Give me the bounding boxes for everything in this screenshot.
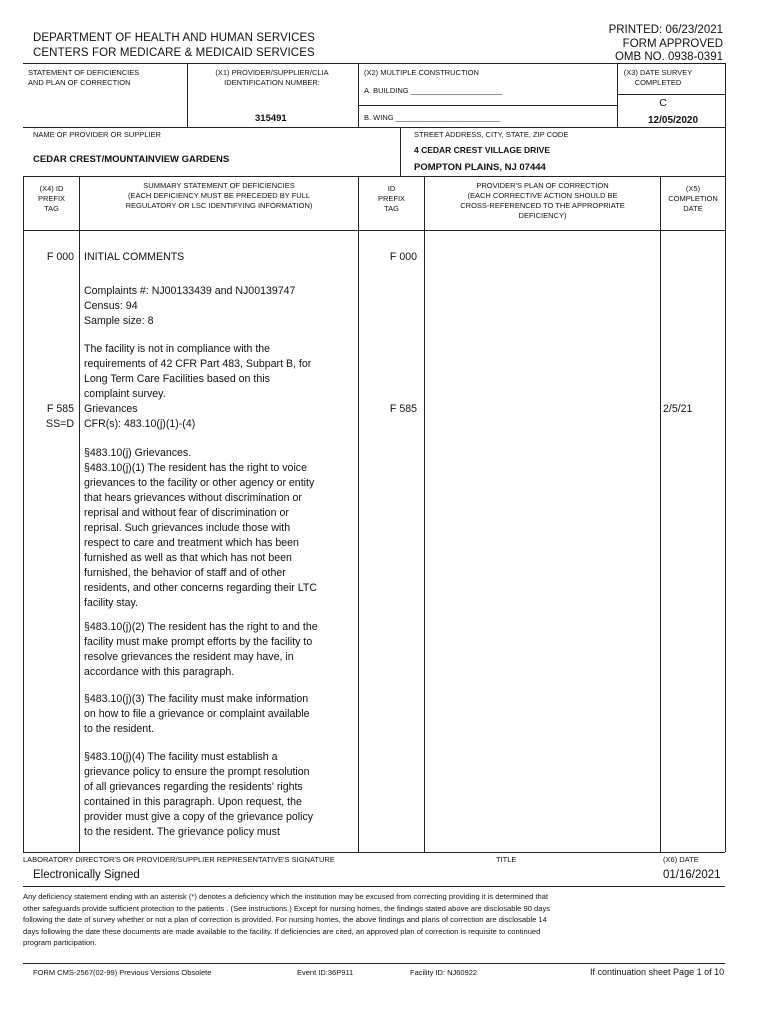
summary-header bbox=[80, 181, 358, 211]
f000-prefix: F 000 bbox=[46, 251, 74, 263]
column-divider bbox=[79, 176, 80, 852]
id-header-line1: ID bbox=[387, 184, 396, 193]
x5-header-line3: DATE bbox=[683, 204, 703, 213]
x2-wing: B. WING _________________________ bbox=[364, 113, 500, 122]
signature-date: 01/16/2021 bbox=[663, 869, 721, 881]
disclosure-note: Any deficiency statement ending with an asterisk (*) denotes a deficiency which the institution may be excused from correcting providing it is determined that other safeguards provide sufficient protection to the patients . (See instructions.) Except for nursing homes, the findings stated above are disclosable 90 days following the date of survey whether or not a plan of correction is provided. For nursing homes, the above findings and plans of correction are disclosable 14 days following the date these documents are made available to the facility. If deficiencies are cited, an approved plan of correction is requisite to continued program participation. bbox=[23, 892, 551, 947]
x1-label-line1: (X1) PROVIDER/SUPPLIER/CLIA bbox=[215, 68, 329, 77]
divider bbox=[617, 94, 725, 95]
provider-id-number: 315491 bbox=[255, 113, 287, 124]
statement-label-line2: AND PLAN OF CORRECTION bbox=[28, 78, 131, 87]
electronic-signature: Electronically Signed bbox=[33, 869, 140, 881]
x3-label-line2: COMPLETED bbox=[634, 78, 682, 87]
provider-label: NAME OF PROVIDER OR SUPPLIER bbox=[33, 130, 161, 139]
title-label: TITLE bbox=[496, 855, 517, 864]
f585-title: Grievances CFR(s): 483.10(j)(1)-(4) bbox=[84, 403, 196, 430]
column-divider bbox=[660, 176, 661, 852]
id-header-line2: PREFIX bbox=[377, 194, 406, 203]
facility-id: Facility ID: NJ60922 bbox=[410, 968, 478, 977]
compliance-statement: The facility is not in compliance with the requirements of 42 CFR Part 483, Subpart B, for Long Term Care Facilities based on this complaint survey. bbox=[84, 343, 312, 400]
row2-bottom-border bbox=[23, 176, 725, 177]
x3-label-line1: (X3) DATE SURVEY bbox=[623, 68, 693, 77]
form-number: FORM CMS-2567(02-99) Previous Versions Obsolete bbox=[33, 968, 212, 977]
x4-header bbox=[24, 184, 79, 214]
x3-code: C bbox=[659, 97, 667, 109]
regulation-paragraph-2: §483.10(j)(2) The resident has the right to and the facility must make prompt efforts by the facility to resolve grievances the resident may have, in accordance with this paragraph. bbox=[84, 621, 318, 678]
survey-completed-date: 12/05/2020 bbox=[648, 115, 699, 126]
regulation-paragraph-1: §483.10(j) Grievances. §483.10(j)(1) The resident has the right to voice grievances to the facility or other agency or entity that hears grievances without discrimination or reprisal and without fear of discrimination or reprisal. Such grievances include those with respect to care and treatment which has been furnished as well as that which has not been furnished, the behavior of staff and of other residents, and other concerns regarding their LTC facility stay. bbox=[84, 447, 317, 609]
summary-header-line2: (EACH DEFICIENCY MUST BE PRECEDED BY FULL bbox=[127, 191, 311, 200]
agency-name: CENTERS FOR MEDICARE & MEDICAID SERVICES bbox=[33, 47, 315, 59]
x4-header-line2: PREFIX bbox=[37, 194, 66, 203]
column-header-bottom-border bbox=[23, 230, 725, 231]
f000-id-tag: F 000 bbox=[389, 251, 417, 263]
id-header bbox=[359, 184, 424, 214]
f585-id-tag: F 585 bbox=[389, 403, 417, 415]
printed-date: PRINTED: 06/23/2021 bbox=[608, 24, 723, 36]
department-name: DEPARTMENT OF HEALTH AND HUMAN SERVICES bbox=[33, 32, 316, 44]
x2-label: (X2) MULTIPLE CONSTRUCTION bbox=[364, 68, 479, 77]
form-approved: FORM APPROVED bbox=[622, 37, 723, 50]
row1-bottom-border bbox=[23, 127, 725, 128]
plan-header-line3: CROSS-REFERENCED TO THE APPROPRIATE bbox=[460, 201, 625, 210]
f000-title: INITIAL COMMENTS bbox=[84, 251, 185, 263]
x2-building: A. BUILDING ______________________ bbox=[364, 86, 503, 95]
x4-header-line1: (X4) ID bbox=[39, 184, 64, 193]
regulation-paragraph-4: §483.10(j)(4) The facility must establish a grievance policy to ensure the prompt resolution of all grievances regarding the residents' rights contained in this paragraph. Upon request, the provider must give a copy of the grievance policy to the resident. The grievance policy must bbox=[84, 751, 314, 838]
f585-prefix: F 585 bbox=[46, 403, 74, 415]
x5-header-line1: (X5) bbox=[685, 184, 701, 193]
id-header-line3: TAG bbox=[384, 204, 399, 213]
address-label: STREET ADDRESS, CITY, STATE, ZIP CODE bbox=[414, 130, 569, 139]
summary-header-line1: SUMMARY STATEMENT OF DEFICIENCIES bbox=[143, 181, 295, 190]
event-id: Event ID:36P911 bbox=[297, 968, 354, 977]
divider bbox=[400, 127, 401, 176]
form-info bbox=[609, 24, 723, 65]
signature-label: LABORATORY DIRECTOR'S OR PROVIDER/SUPPLIER REPRESENTATIVE'S SIGNATURE bbox=[23, 855, 335, 864]
address-line1: 4 CEDAR CREST VILLAGE DRIVE bbox=[414, 145, 551, 155]
regulation-paragraph-3: §483.10(j)(3) The facility must make information on how to file a grievance or complaint available to the resident. bbox=[84, 693, 310, 735]
department-header bbox=[33, 31, 315, 61]
plan-header-line4: DEFICIENCY) bbox=[518, 211, 567, 220]
column-divider bbox=[424, 176, 425, 852]
column-divider bbox=[23, 176, 24, 852]
f585-completion-date: 2/5/21 bbox=[663, 403, 693, 415]
plan-header bbox=[425, 181, 660, 221]
x1-label bbox=[187, 68, 357, 88]
x3-label bbox=[618, 68, 698, 88]
footer-top-border bbox=[23, 963, 725, 964]
plan-header-line1: PROVIDER'S PLAN OF CORRECTION bbox=[476, 181, 609, 190]
x4-header-line3: TAG bbox=[44, 204, 59, 213]
x5-header-line2: COMPLETION bbox=[668, 194, 718, 203]
omb-number: OMB NO. 0938-0391 bbox=[614, 51, 723, 63]
signature-date-label: (X6) DATE bbox=[663, 855, 699, 864]
plan-header-line2: (EACH CORRECTIVE ACTION SHOULD BE bbox=[467, 191, 618, 200]
summary-header-line3: REGULATORY OR LSC IDENTIFYING INFORMATION) bbox=[125, 201, 313, 210]
f585-scope-severity: SS=D bbox=[46, 418, 74, 430]
signature-bottom-border bbox=[23, 886, 725, 887]
statement-label bbox=[28, 68, 139, 88]
x5-header bbox=[661, 184, 725, 214]
complaints-info: Complaints #: NJ00133439 and NJ00139747 Census: 94 Sample size: 8 bbox=[84, 285, 296, 327]
statement-label-line1: STATEMENT OF DEFICIENCIES bbox=[28, 68, 140, 77]
column-divider bbox=[725, 63, 726, 852]
x1-label-line2: IDENTIFICATION NUMBER: bbox=[224, 78, 320, 87]
body-bottom-border bbox=[23, 852, 725, 853]
divider bbox=[358, 63, 359, 127]
column-divider bbox=[358, 176, 359, 852]
page-indicator: If continuation sheet Page 1 of 10 bbox=[590, 967, 725, 977]
top-border bbox=[23, 63, 725, 64]
address-line2: POMPTON PLAINS, NJ 07444 bbox=[414, 162, 546, 173]
provider-name: CEDAR CREST/MOUNTAINVIEW GARDENS bbox=[33, 154, 230, 165]
divider bbox=[358, 105, 617, 106]
